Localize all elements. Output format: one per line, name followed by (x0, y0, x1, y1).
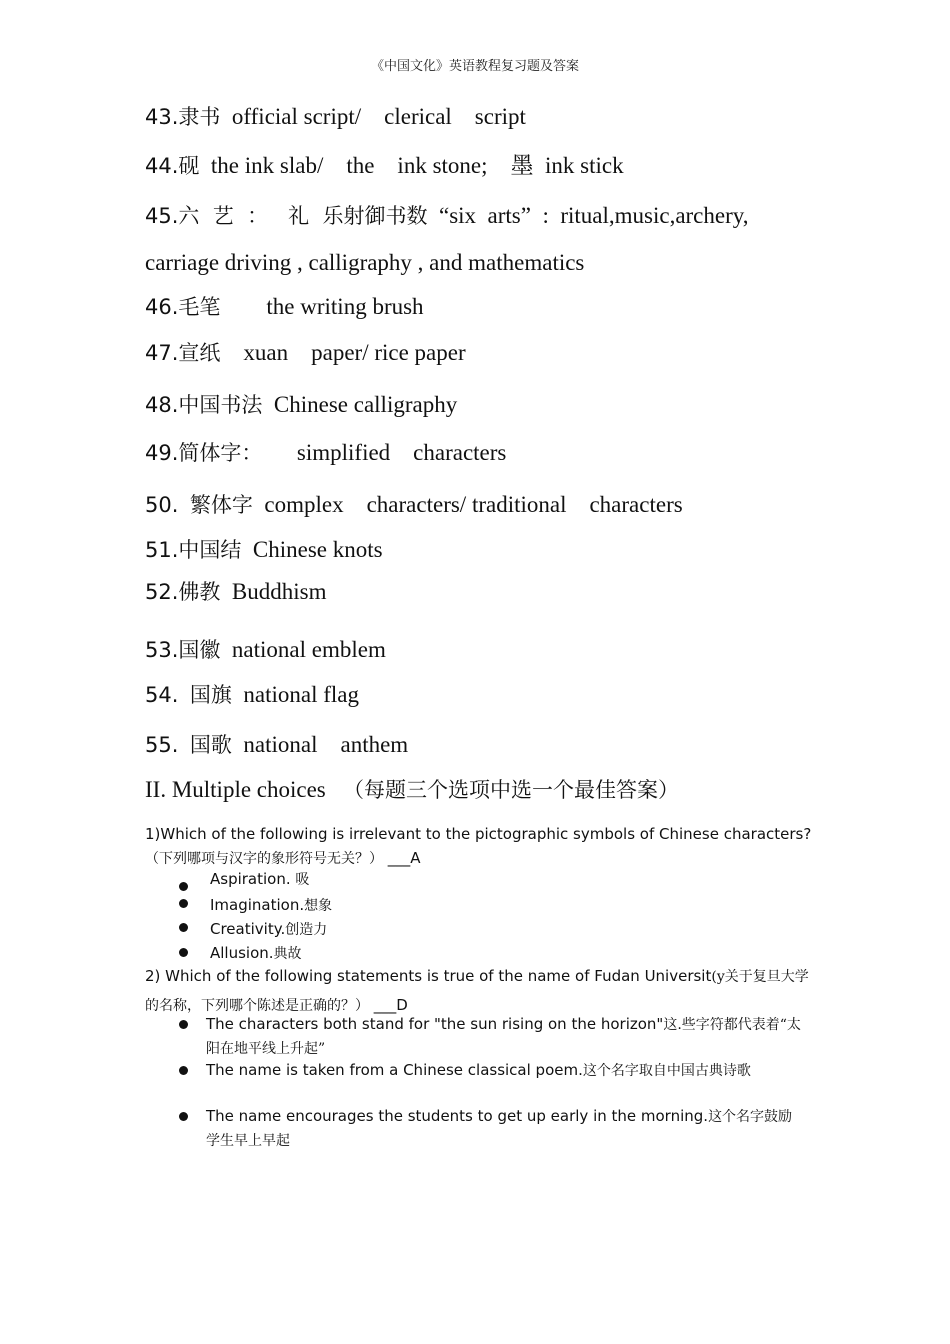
term-chinese: 国歌 (189, 733, 232, 757)
term-45-continuation: carriage driving , calligraphy , and mathematics (145, 250, 585, 275)
term-english: “six arts” : ritual,music,archery, (438, 203, 749, 228)
term-51 (145, 536, 383, 564)
term-46 (145, 293, 424, 321)
option-translation: 吸 (295, 872, 310, 888)
term-chinese: 中国书法 (178, 393, 263, 417)
term-chinese: 中国结 (178, 538, 242, 562)
option-translation: 典故 (273, 946, 302, 962)
bullet-icon (179, 948, 188, 957)
option-text: Aspiration. (210, 870, 291, 888)
term-45 (145, 202, 749, 230)
option-translation: 这个名字取自中国古典诗歌 (582, 1063, 751, 1079)
term-50 (145, 491, 683, 519)
question-text: 2) Which of the following statements is true of the name of Fudan Universit (145, 967, 712, 985)
term-english: complex characters/ traditional characters (264, 492, 683, 517)
question-text: 1)Which of the following is irrelevant to the pictographic symbols of Chinese characters? (145, 825, 812, 843)
term-number: 50. (145, 493, 179, 517)
term-44 (145, 152, 624, 180)
term-chinese: 砚 (178, 154, 200, 178)
term-number: 47. (145, 341, 179, 365)
answer-letter: D (396, 996, 408, 1014)
question-translation: （下列哪项与汉字的象形符号无关？） (145, 851, 383, 867)
term-chinese: 宣纸 (178, 341, 221, 365)
term-english: Chinese calligraphy (273, 392, 458, 417)
option-text: Allusion. (210, 944, 274, 962)
bullet-icon (179, 1020, 188, 1029)
option-translation: 这个名字鼓励学生早上早起 (206, 1109, 793, 1149)
term-english: official script/ clerical script (231, 104, 526, 129)
term-chinese: 国徽 (178, 638, 221, 662)
term-english: national emblem (231, 637, 386, 662)
term-number: 43. (145, 105, 179, 129)
option-translation: 这.些字符都代表着“太阳在地平线上升起” (206, 1017, 801, 1057)
option-2c (206, 1105, 806, 1153)
option-2b (206, 1059, 806, 1083)
answer-blank: ___ (373, 996, 397, 1014)
option-2a (206, 1013, 806, 1061)
term-chinese: 繁体字 (189, 493, 253, 517)
term-number: 48. (145, 393, 179, 417)
term-english: simplified characters (296, 440, 507, 465)
option-text: The name encourages the students to get up early in the morning. (206, 1107, 709, 1125)
section-heading (145, 776, 679, 804)
term-number: 52. (145, 580, 179, 604)
page-header: 《中国文化》英语教程复习题及答案 (370, 59, 579, 74)
term-54 (145, 681, 359, 709)
term-number: 53. (145, 638, 179, 662)
term-number: 55. (145, 733, 179, 757)
bullet-icon (179, 1066, 188, 1075)
term-chinese: 佛教 (178, 580, 221, 604)
term-53 (145, 636, 386, 664)
answer-letter: A (410, 849, 421, 867)
option-1c (210, 918, 810, 942)
term-english: the ink slab/ the ink stone; 墨 ink stick (210, 153, 624, 178)
term-chinese: 毛笔 (178, 295, 221, 319)
term-english: Chinese knots (252, 537, 383, 562)
question-1 (145, 822, 815, 871)
option-text: Imagination. (210, 896, 305, 914)
term-english: the writing brush (266, 294, 424, 319)
bullet-icon (179, 882, 188, 891)
term-47 (145, 339, 466, 367)
bullet-icon (179, 1112, 188, 1121)
term-52 (145, 578, 326, 606)
term-number: 49. (145, 441, 179, 465)
term-number: 46. (145, 295, 179, 319)
question-translation: (y关于复旦大学的名称，下列哪个陈述是正确的？） (145, 969, 809, 1014)
term-english: national anthem (243, 732, 409, 757)
option-1b (210, 894, 810, 918)
question-2 (145, 962, 815, 1020)
term-english: xuan paper/ rice paper (243, 340, 466, 365)
option-text: The name is taken from a Chinese classical poem. (206, 1061, 583, 1079)
section-title: II. Multiple choices (145, 777, 326, 802)
option-1a (210, 868, 810, 892)
bullet-icon (179, 899, 188, 908)
term-number: 44. (145, 154, 179, 178)
term-chinese: 六 艺 ： 礼 乐射御书数 (178, 204, 428, 228)
section-note: （每题三个选项中选一个最佳答案） (343, 778, 680, 802)
option-translation: 想象 (304, 898, 333, 914)
option-text: The characters both stand for "the sun rising on the horizon" (206, 1015, 664, 1033)
answer-blank: ___ (387, 849, 411, 867)
term-43 (145, 103, 526, 131)
term-number: 45. (145, 204, 179, 228)
option-translation: 创造力 (285, 922, 328, 938)
term-chinese: 简体字： (178, 441, 263, 465)
term-number: 51. (145, 538, 179, 562)
term-english: national flag (243, 682, 360, 707)
term-chinese: 国旗 (189, 683, 232, 707)
bullet-icon (179, 923, 188, 932)
term-55 (145, 731, 408, 759)
term-chinese: 隶书 (178, 105, 221, 129)
term-number: 54. (145, 683, 179, 707)
term-48 (145, 391, 457, 419)
term-english: Buddhism (231, 579, 327, 604)
term-49 (145, 439, 506, 467)
option-text: Creativity. (210, 920, 286, 938)
